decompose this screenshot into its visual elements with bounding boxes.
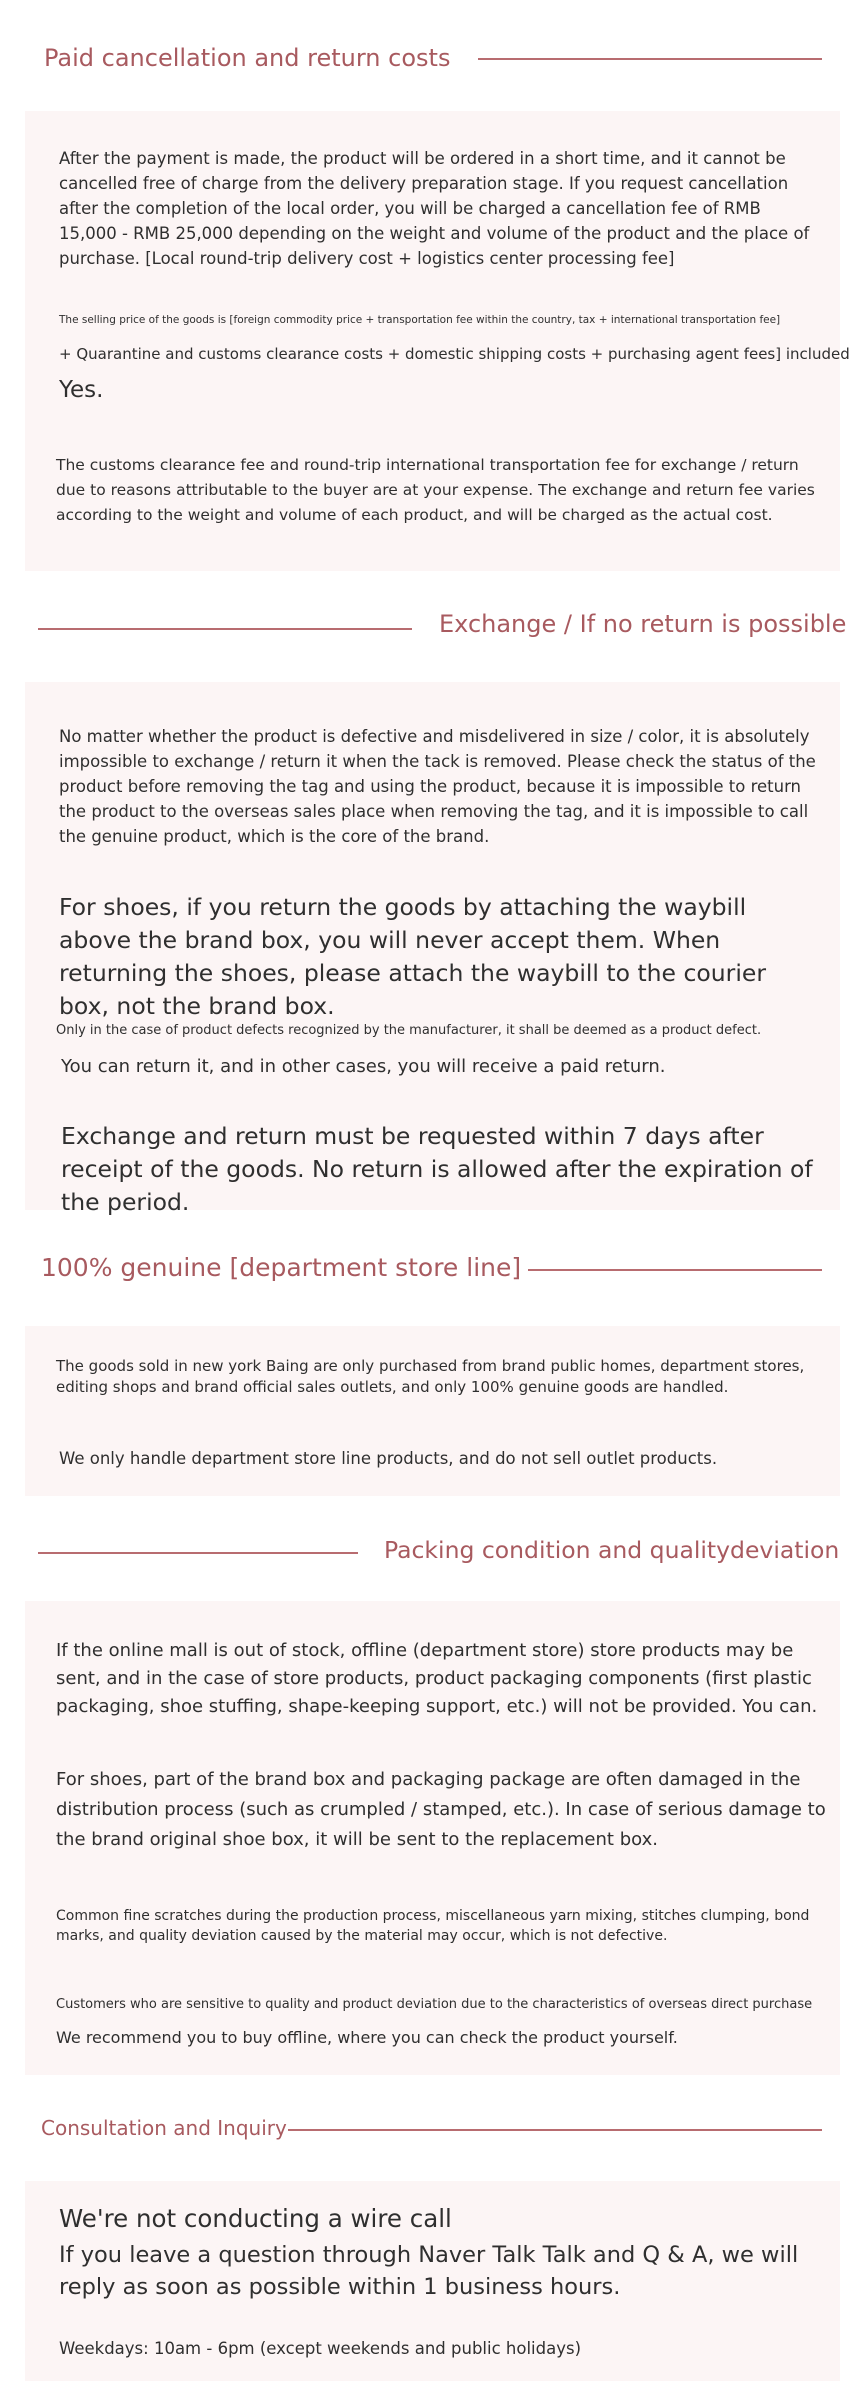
genuine-content-box [25,1326,840,1496]
talk-talk-inquiry-text: If you leave a question through Naver Talk Talk and Q & A, we will reply as soon as possible within 1 business hours. [59,2242,799,2300]
customs-fee-paragraph: The customs clearance fee and round-trip international transportation fee for exchange / return due to reasons attributable to the buyer are at your expense. The exchange and return fee varies according to the weight and volume of each product, and will be charged as the actual cost. [56,456,815,524]
heading-divider [288,2129,822,2131]
section-heading-exchange: Exchange / If no return is possible [439,610,847,638]
yes-text: Yes. [59,377,104,403]
overseas-sensitivity-note: Customers who are sensitive to quality and product deviation due to the characteristics of overseas direct purchase [56,1997,813,2012]
packing-content-box [25,1601,840,2075]
section-heading-cancellation: Paid cancellation and return costs [44,44,451,72]
shoe-box-damage-paragraph: For shoes, part of the brand box and packaging package are often damaged in the distribution process (such as crumpled / stamped, etc.). In case of serious damage to the brand original shoe box, it will be sent to the replacement box. [56,1769,826,1850]
heading-divider [478,58,822,60]
price-note: The selling price of the goods is [foreign commodity price + transportation fee within the country, tax + international transportation fee] [59,314,781,326]
section-heading-inquiry: Consultation and Inquiry [41,2116,287,2140]
heading-divider [38,1552,358,1554]
shoes-waybill-paragraph: For shoes, if you return the goods by attaching the waybill above the brand box, you will never accept them. When returning the shoes, please attach the waybill to the courier box, not the brand box. [59,893,766,1020]
genuine-paragraph: The goods sold in new york Baing are only purchased from brand public homes, department stores, editing shops and brand official sales outlets, and only 100% genuine goods are handled. [56,1357,805,1396]
section-heading-packing: Packing condition and qualitydeviation [384,1536,840,1564]
cancellation-paragraph: After the payment is made, the product will be ordered in a short time, and it cannot be cancelled free of charge from the delivery preparation stage. If you request cancellation after the completion of the local order, you will be charged a cancellation fee of RMB 15,000 - RMB 25,000 depending on the weight and volume of the product and the place of purchase. [Local round-trip delivery cost + logistics center processing fee] [59,149,810,268]
buy-offline-recommendation: We recommend you to buy offline, where you can check the product yourself. [56,2028,678,2047]
quality-deviation-paragraph: Common fine scratches during the production process, miscellaneous yarn mixing, stitches clumping, bond marks, and quality deviation caused by the material may occur, which is not defective. [56,1908,810,1944]
price-note-continued: + Quarantine and customs clearance costs + domestic shipping costs + purchasing agent fees] included [59,345,850,363]
business-hours: Weekdays: 10am - 6pm (except weekends and public holidays) [59,2339,582,2358]
no-exchange-paragraph: No matter whether the product is defective and misdelivered in size / color, it is absolutely impossible to exchange / return it when the tack is removed. Please check the status of the product before removing the tag and using the product, because it is impossible to return the product to the overseas sales place when removing the tag, and it is impossible to call the genuine product, which is the core of the brand. [59,727,816,846]
cancellation-content-box [25,111,850,571]
paid-return-note: You can return it, and in other cases, you will receive a paid return. [61,1056,666,1077]
store-products-paragraph: If the online mall is out of stock, offline (department store) store products may be sent, and in the case of store products, product packaging components (first plastic packaging, shoe stuffing, shape-keeping support, etc.) will not be provided. You can. [56,1640,818,1717]
defect-note: Only in the case of product defects recognized by the manufacturer, it shall be deemed as a product defect. [56,1023,762,1038]
section-heading-genuine: 100% genuine [department store line] [41,1253,522,1282]
exchange-content-box [25,682,840,1216]
department-store-line-note: We only handle department store line products, and do not sell outlet products. [59,1449,718,1468]
heading-divider [528,1269,822,1271]
inquiry-content-box [25,2181,840,2381]
no-wire-call-text: We're not conducting a wire call [59,2204,452,2233]
heading-divider [38,628,412,630]
return-deadline: Exchange and return must be requested within 7 days after receipt of the goods. No return is allowed after the expiration of the period. [61,1122,813,1216]
